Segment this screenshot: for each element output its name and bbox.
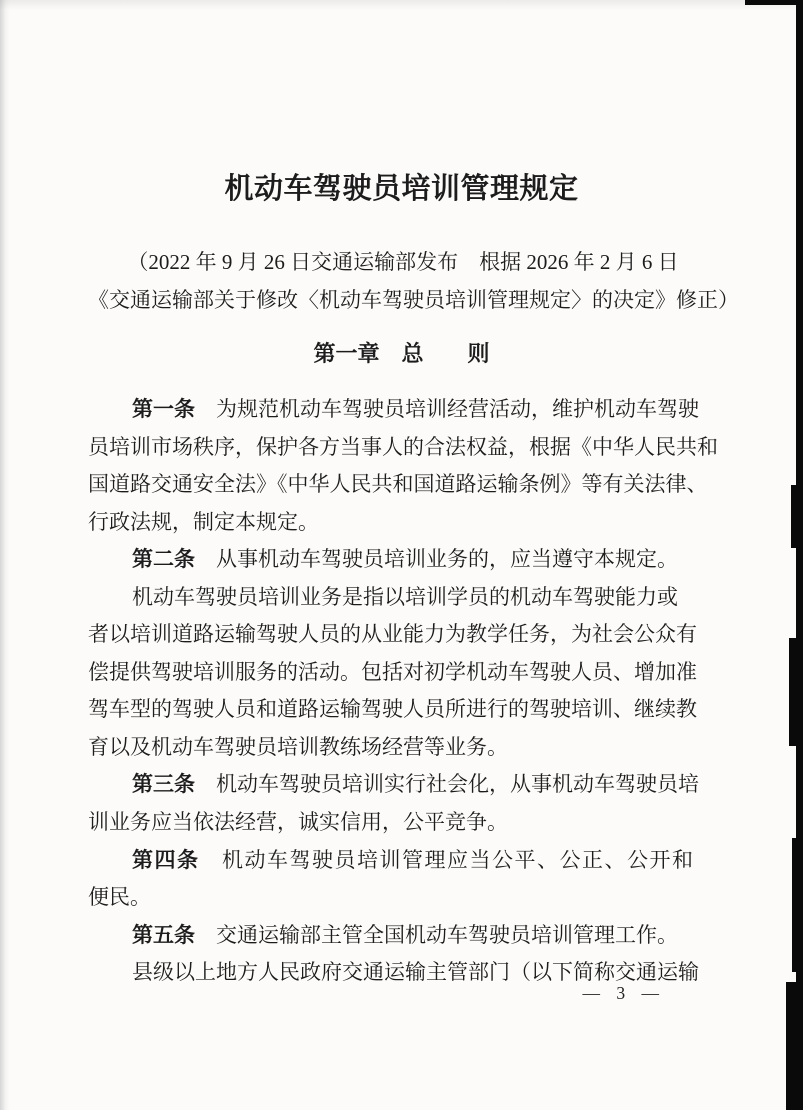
- preamble-line-2: 《交通运输部关于修改〈机动车驾驶员培训管理规定〉的决定》修正）: [88, 287, 739, 312]
- preamble: [88, 244, 739, 319]
- article-number: 第五条: [132, 923, 195, 947]
- line-text: 者以培训道路运输驾驶人员的从业能力为教学任务，为社会公众有: [88, 622, 697, 647]
- line-text: 行政法规，制定本规定。: [88, 509, 319, 534]
- article-number: 第四条: [132, 848, 200, 872]
- line-text: 机动车驾驶员培训业务是指以培训学员的机动车驾驶能力或: [132, 584, 678, 609]
- line-text: 训业务应当依法经营，诚实信用，公平竞争。: [88, 810, 508, 835]
- text-line: [88, 804, 722, 842]
- page-number: — 3 —: [582, 983, 660, 1003]
- text-line: [88, 654, 722, 692]
- article-number: 第二条: [132, 548, 195, 572]
- text-line: [88, 691, 722, 729]
- scan-edge-bump: [789, 638, 803, 746]
- line-text: 偿提供驾驶培训服务的活动。包括对初学机动车驾驶人员、增加准: [88, 659, 697, 684]
- scan-edge-bump: [792, 838, 803, 972]
- line-text: 国道路交通安全法》《中华人民共和国道路运输条例》等有关法律、: [88, 472, 708, 497]
- scan-edge-bump: [791, 485, 803, 548]
- article-number: 第三条: [132, 773, 195, 797]
- chapter-heading: 第一章 总 则: [313, 341, 490, 366]
- line-text: 县级以上地方人民政府交通运输主管部门（以下简称交通运输: [132, 960, 699, 985]
- line-text: 育以及机动车驾驶员培训教练场经营等业务。: [88, 734, 508, 759]
- text-line: [88, 579, 722, 617]
- body-lines: [88, 391, 722, 992]
- text-line: [88, 879, 722, 917]
- scan-edge-bump: [786, 982, 803, 1110]
- line-text: 交通运输部主管全国机动车驾驶员培训管理工作。: [195, 922, 678, 947]
- text-line: [88, 429, 722, 467]
- text-line: [88, 729, 722, 767]
- text-line: [88, 541, 722, 579]
- text-line: [88, 466, 722, 504]
- line-text: 便民。: [88, 885, 151, 910]
- text-line: [88, 766, 722, 804]
- preamble-line-1: （2022 年 9 月 26 日交通运输部发布 根据 2026 年 2 月 6 日: [127, 250, 679, 274]
- line-text: 机动车驾驶员培训实行社会化，从事机动车驾驶员培: [195, 772, 699, 797]
- line-text: 从事机动车驾驶员培训业务的，应当遵守本规定。: [195, 547, 678, 572]
- text-line: [88, 842, 722, 880]
- document-title: 机动车驾驶员培训管理规定: [224, 173, 579, 205]
- scan-corner-artifact: [745, 0, 803, 5]
- text-line: [88, 616, 722, 654]
- text-line: [88, 504, 722, 542]
- line-text: 为规范机动车驾驶员培训经营活动，维护机动车驾驶: [195, 397, 699, 421]
- line-text: 员培训市场秩序，保护各方当事人的合法权益，根据《中华人民共和: [88, 434, 718, 459]
- line-text: 驾车型的驾驶人员和道路运输驾驶人员所进行的驾驶培训、继续教: [88, 697, 697, 722]
- scan-top-edge-artifact: [0, 0, 803, 10]
- line-text: 机动车驾驶员培训管理应当公平、公正、公开和: [199, 847, 695, 872]
- article-number: 第一条: [132, 398, 195, 421]
- text-line: [88, 391, 722, 429]
- text-line: [88, 917, 722, 955]
